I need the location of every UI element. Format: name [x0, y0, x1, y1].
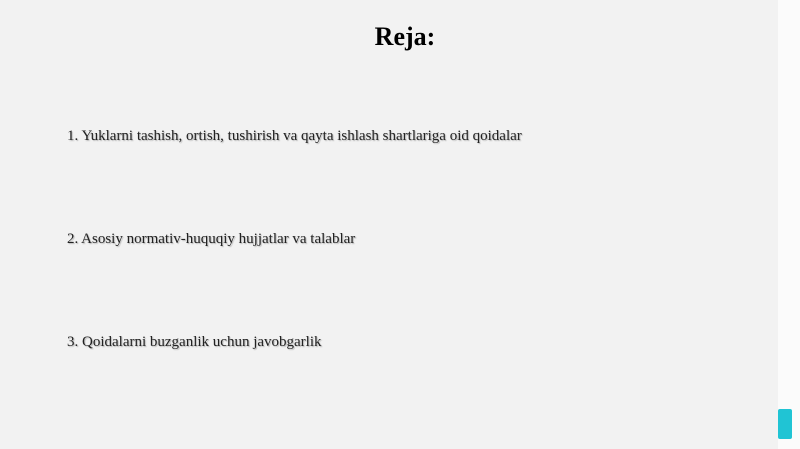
plan-item-2: 2. Asosiy normativ-huquqiy hujjatlar va talablar: [67, 231, 356, 247]
plan-item-3: 3. Qoidalarni buzganlik uchun javobgarlik: [67, 334, 322, 350]
side-panel: [778, 0, 800, 449]
plan-item-1: 1. Yuklarni tashish, ortish, tushirish va qayta ishlash shartlariga oid qoidalar: [67, 128, 522, 144]
side-panel-handle[interactable]: [778, 409, 792, 439]
slide-title: Reja:: [374, 22, 436, 51]
